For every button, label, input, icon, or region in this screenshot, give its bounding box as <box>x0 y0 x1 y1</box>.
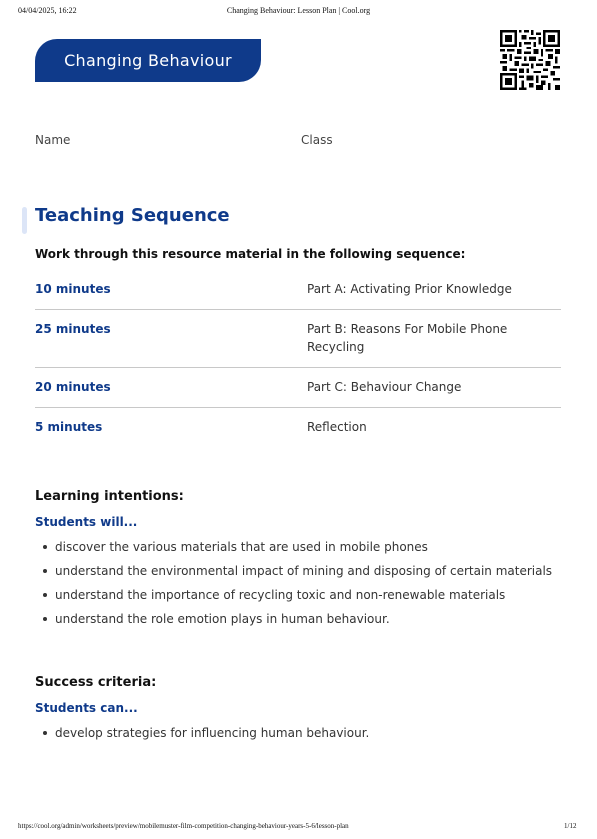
list-item: develop strategies for influencing human behaviour. <box>43 721 369 745</box>
sequence-time: 20 minutes <box>35 380 111 394</box>
success-criteria-title: Success criteria: <box>35 675 157 690</box>
learning-intentions-list <box>43 535 552 631</box>
sequence-part: Part A: Activating Prior Knowledge <box>307 282 512 296</box>
name-field-label: Name <box>35 133 71 147</box>
qr-code-icon <box>499 30 561 90</box>
success-criteria-list <box>43 721 369 745</box>
list-item: understand the environmental impact of mining and disposing of certain materials <box>43 559 552 583</box>
sequence-part: Part B: Reasons For Mobile Phone Recycling <box>307 322 508 354</box>
sequence-row <box>35 368 561 408</box>
footer-url[interactable]: https://cool.org/admin/worksheets/preview/mobilemuster-film-competition-changing-behaviour-years-5-6/lesson-plan <box>18 822 349 830</box>
sequence-row <box>35 310 561 368</box>
list-item: discover the various materials that are used in mobile phones <box>43 535 552 559</box>
title-banner <box>35 39 261 82</box>
list-item: understand the importance of recycling toxic and non-renewable materials <box>43 583 552 607</box>
sequence-part: Reflection <box>307 420 367 434</box>
sequence-part: Part C: Behaviour Change <box>307 380 462 394</box>
list-item: understand the role emotion plays in human behaviour. <box>43 607 552 631</box>
learning-intentions-title: Learning intentions: <box>35 489 184 504</box>
sequence-time: 10 minutes <box>35 282 111 296</box>
banner-title: Changing Behaviour <box>64 51 232 70</box>
sequence-intro: Work through this resource material in the following sequence: <box>35 247 466 261</box>
print-datetime: 04/04/2025, 16:22 <box>18 6 77 15</box>
success-criteria-subtitle: Students can... <box>35 701 138 715</box>
sequence-table <box>35 270 561 447</box>
print-page-title: Changing Behaviour: Lesson Plan | Cool.org <box>226 6 371 15</box>
sequence-row <box>35 408 561 447</box>
section-accent-bar <box>22 207 27 234</box>
sequence-time: 25 minutes <box>35 322 111 336</box>
sequence-time: 5 minutes <box>35 420 103 434</box>
teaching-sequence-heading: Teaching Sequence <box>35 205 230 226</box>
class-field-label: Class <box>301 133 333 147</box>
sequence-row <box>35 270 561 310</box>
learning-intentions-subtitle: Students will... <box>35 515 138 529</box>
footer-page-number: 1/12 <box>564 822 577 830</box>
